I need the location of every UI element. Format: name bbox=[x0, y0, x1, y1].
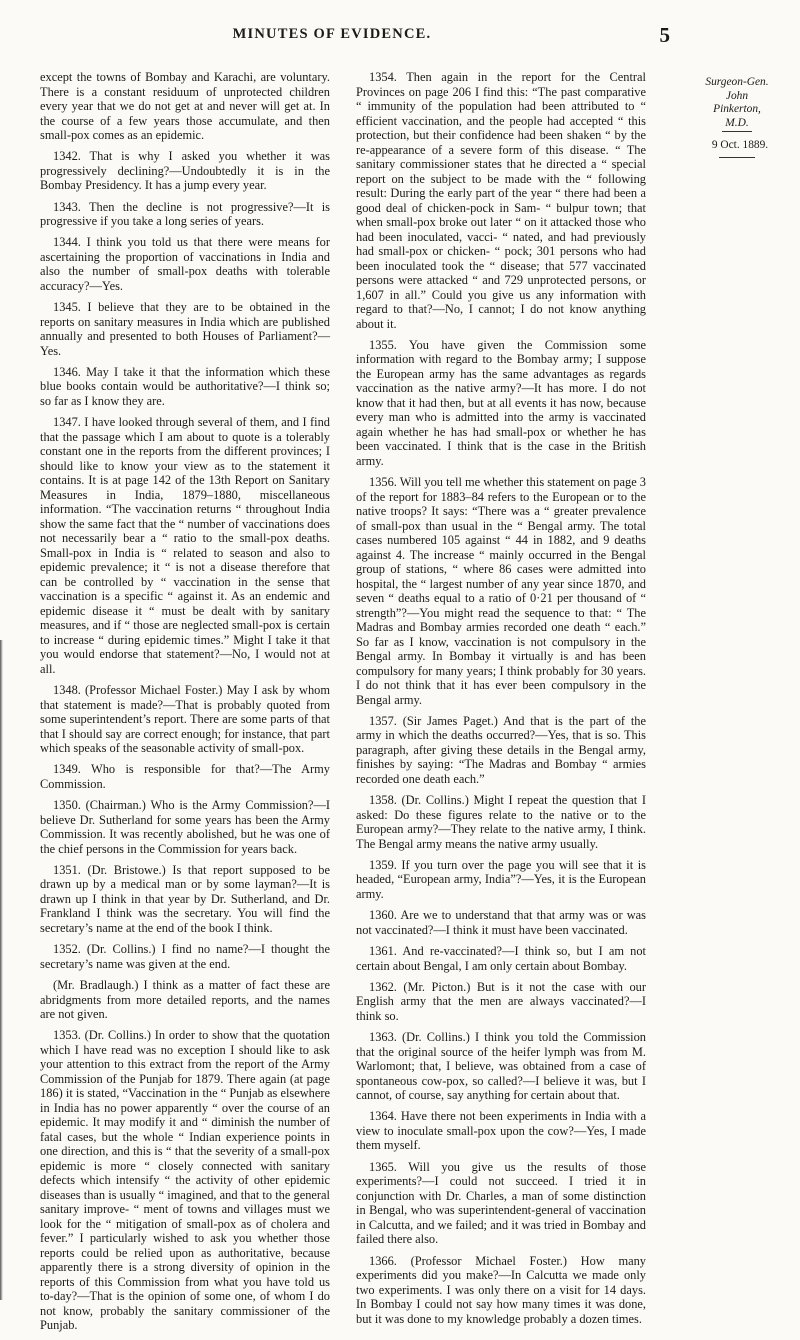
paragraph: 1353. (Dr. Collins.) In order to show that the quotation which I have read was no exception I should like to ask your attention to this extract from the report of the Army Commission of the Punjab for 1879. There again (at page 186) it is stated, “Vaccination in the “ Punjab as elsewhere in India has no power apparently “ over the course of an epidemic. It may modify it and “ diminish the number of fatal cases, but the whole “ Indian experience points in one direction, and this is “ that the severity of a small-pox epidemic is more “ closely connected with sanitary defects which intensify “ the activity of other epidemic diseases than is usually “ imagined, and that to the general sanitary improve- “ ment of towns and villages must we look for the “ mitigation of small-pox as of cholera and fever.” I particularly wished to ask you whether those reports could be relied upon as authoritative, because apparently there is a strong diversity of opinion in the reports of this Commission from what you have told us to-day?—That is the opinion of some one, of whom I do not know, probably the sanitary commissioner of the Punjab. bbox=[40, 1028, 330, 1333]
paragraph: 1342. That is why I asked you whether it was progressively declining?—Undoubtedly it is in the Bombay Presidency. It has a jump every year. bbox=[40, 149, 330, 193]
paragraph: 1354. Then again in the report for the Central Provinces on page 206 I find this: “The past comparative “ immunity of the population had been attributed to “ efficient vaccination, and the people had accepted “ this protection, but their confidence had been shaken “ by the re-appearance of a severe form of this disease. “ The sanitary commissioner states that he directed a “ special report on the subject to be made with the “ following result: During the early part of the year “ there had been a good deal of chicken-pock in Sam- “ bulpur town; that when small-pox broke out later “ on it attacked those who had been inoculated, vacci- “ nated, and had previously had small-pox or chicken- “ pock; 301 persons who had been inoculated took the “ disease; that 577 vaccinated persons were attacked “ and 729 unprotected persons, or 1,607 in all.” Could you give us any information with regard to that?—No, I cannot; I do not know anything about it. bbox=[356, 70, 646, 331]
right-column bbox=[356, 70, 646, 1333]
witness-title: Surgeon-Gen. bbox=[705, 76, 769, 88]
left-column bbox=[40, 70, 330, 1340]
binding-edge-shadow bbox=[0, 640, 3, 1300]
paragraph: 1347. I have looked through several of them, and I find that the passage which I am about to quote is a tolerably constant one in the reports from the different provinces; I should like to know your view as to the statement it contains. It is at page 142 of the 13th Report on Sanitary Measures in India, 1879–1880, miscellaneous information. “The vaccination returns “ throughout India show the same fact that the “ number of vaccinations does not necessarily bear a “ ratio to the small-pox deaths. Small-pox in India is “ related to season and also to epidemic prevalence; it “ is not a disease therefore that can be controlled by “ vaccination in the sense that vaccination is a specific “ against it. As an endemic and epidemic disease it “ must be dealt with by sanitary measures, and if “ those are neglected small-pox is certain to increase “ during epidemic times.” Might I take it that you would endorse that statement?—No, I would not at all. bbox=[40, 415, 330, 676]
paragraph: 1352. (Dr. Collins.) I find no name?—I thought the secretary’s name was given at the end. bbox=[40, 942, 330, 971]
paragraph: 1351. (Dr. Bristowe.) Is that report supposed to be drawn up by a medical man or by some layman?—It is drawn up I think in that year by Dr. Sutherland, and Dr. Frankland I think was the secretary. You will find the secretary’s name at the end of the book I think. bbox=[40, 862, 330, 935]
running-head: MINUTES OF EVIDENCE. bbox=[232, 26, 432, 42]
witness-degree: M.D. bbox=[725, 116, 749, 129]
paragraph: 1366. (Professor Michael Foster.) How many experiments did you make?—In Calcutta we made only two experiments. I was only there on a visit for 14 days. In Bombay I could not say how many times it was done, but it was done to my knowledge probably a dozen times. bbox=[356, 1253, 646, 1326]
paragraph: 1362. (Mr. Picton.) But is it not the case with our English army that the men are always vaccinated?—I think so. bbox=[356, 979, 646, 1023]
paragraph: 1350. (Chairman.) Who is the Army Commission?—I believe Dr. Sutherland for some years has been the Army Commission. It was recently abolished, but he was one of the chief persons in the Commission for years back. bbox=[40, 798, 330, 856]
paragraph: 1343. Then the decline is not progressive?—It is progressive if you take a long series of years. bbox=[40, 199, 330, 229]
paragraph: 1358. (Dr. Collins.) Might I repeat the question that I asked: Do these figures relate to the native or to the European army?—They relate to the native army, I think. The Bengal army means the native army usually. bbox=[356, 793, 646, 851]
paragraph: 1346. May I take it that the information which these blue books contain would be authoritative?—I think so; so far as I know they are. bbox=[40, 364, 330, 408]
paragraph: 1361. And re-vaccinated?—I think so, but I am not certain about Bengal, I am only certain about Bombay. bbox=[356, 944, 646, 973]
paragraph: 1364. Have there not been experiments in India with a view to inoculate small-pox upon the cow?—Yes, I made them myself. bbox=[356, 1109, 646, 1153]
paragraph: 1348. (Professor Michael Foster.) May I ask by whom that statement is made?—That is probably quoted from some superintendent’s report. There are some parts of that that I should say are correct enough; for instance, that part which speaks of the seasonable activity of small-pox. bbox=[40, 683, 330, 756]
paragraph: 1345. I believe that they are to be obtained in the reports on sanitary measures in India which are published annually and presented to both Houses of Parliament?—Yes. bbox=[40, 300, 330, 358]
witness-first-name: John bbox=[725, 89, 749, 102]
paragraph: except the towns of Bombay and Karachi, are voluntary. There is a constant residuum of unprotected children every year that we do not get at and never will get at. In the course of a few years those accumulate, and then small-pox comes as an epidemic. bbox=[40, 70, 330, 142]
page-header bbox=[0, 23, 670, 50]
witness-surname: Pinkerton, bbox=[713, 103, 761, 115]
paragraph: 1365. Will you give us the results of those experiments?—I could not succeed. I tried it in conjunction with Dr. Charles, a man of some distinction in Bengal, who was superintendent-general of vaccination in Calcutta, and we failed; and it was tried in Bombay and failed there also. bbox=[356, 1159, 646, 1247]
margin-rule bbox=[722, 131, 752, 132]
paragraph: 1355. You have given the Commission some information with regard to the Bombay army; I suppose the European army has the same advantages as regards vaccination as the native army?—It has more. I do not know that it had then, but at all events it has now, because every man who is admitted into the army is vaccinated again whether he has had small-pox or whether he has been vaccinated. I think that is the case in the British army. bbox=[356, 337, 646, 468]
paragraph: 1363. (Dr. Collins.) I think you told the Commission that the original source of the heifer lymph was from M. Warlomont; that, I believe, was obtained from a case of spontaneous cow-pox, so called?—I believe it was, but I cannot, of course, say anything for certain about that. bbox=[356, 1030, 646, 1103]
paragraph: 1344. I think you told us that there were means for ascertaining the proportion of vaccinations in India and also the number of small-pox deaths with tolerable accuracy?—Yes. bbox=[40, 235, 330, 293]
evidence-date: 9 Oct. 1889. bbox=[711, 139, 769, 151]
paragraph: 1357. (Sir James Paget.) And that is the part of the army in which the deaths occurred?—Yes, that is so. This paragraph, after giving these details in the Bengal army, finishes by saying: “The Madras and Bombay “ armies recorded one death each.” bbox=[356, 713, 646, 786]
paragraph: 1359. If you turn over the page you will see that it is headed, “European army, India”?—Yes, it is the European army. bbox=[356, 857, 646, 901]
witness-margin-note bbox=[680, 76, 794, 163]
paragraph: 1360. Are we to understand that that army was or was not vaccinated?—I think it must have been vaccinated. bbox=[356, 908, 646, 937]
paragraph: 1356. Will you tell me whether this statement on page 3 of the report for 1883–84 refers to the European or to the native troops? It says: “There was a “ greater prevalence of small-pox than usual in the “ Bengal army. The total cases numbered 105 against “ 44 in 1882, and 9 deaths against 4. The increase “ mainly occurred in the Bengal group of stations, “ where 86 cases were admitted into hospital, the “ largest number of any year since 1870, and seven “ deaths equal to a ratio of 0·21 per thousand of “ strength”?—You might read the sequence to that: “ The Madras and Bombay armies recorded one death “ each.” So far as I know, vaccination is not compulsory in the Bengal army. In Bombay it virtually is and has been compulsory for many years; I think probably for 30 years. I do not think that it has ever been compulsory in the Bengal army. bbox=[356, 475, 646, 707]
paragraph: 1349. Who is responsible for that?—The Army Commission. bbox=[40, 762, 330, 791]
page-number: 5 bbox=[659, 23, 670, 47]
margin-rule bbox=[719, 157, 755, 158]
paragraph: (Mr. Bradlaugh.) I think as a matter of fact these are abridgments from more detailed reports, and the names are not given. bbox=[40, 978, 330, 1022]
